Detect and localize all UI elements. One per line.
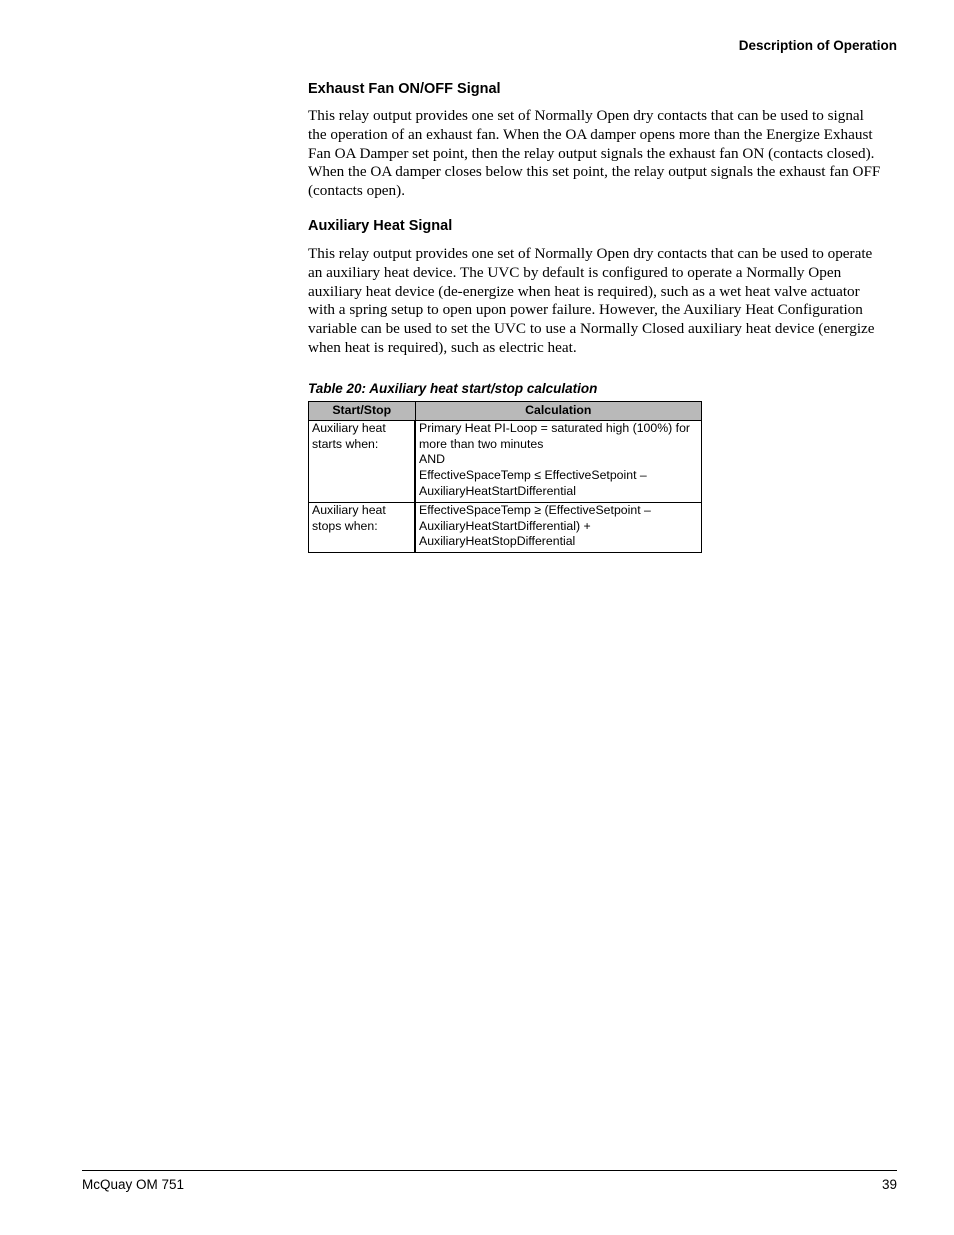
text-line: an auxiliary heat device. The UVC by default is configured to operate a Normally Open [308,263,842,281]
text-line: auxiliary heat device (de-energize when heat is required), such as a wet heat valve actuator [308,282,860,300]
table-cell-condition [309,502,416,552]
text-line: the operation of an exhaust fan. When the OA damper opens more than the Energize Exhaust [308,125,873,143]
text-line: This relay output provides one set of Normally Open dry contacts that can be used to signal [308,107,864,124]
section-heading-exhaust-fan: Exhaust Fan ON/OFF Signal [308,81,501,97]
running-header-title: Description of Operation [738,38,897,53]
footer-divider [82,1170,897,1171]
auxiliary-heat-table [308,401,702,553]
cell-line: AuxiliaryHeatStartDifferential) + [419,518,591,533]
footer-document-title: McQuay OM 751 [82,1177,185,1192]
footer-page-number: 39 [881,1177,897,1192]
cell-line: Auxiliary heat [312,502,386,517]
cell-line: AuxiliaryHeatStartDifferential [419,483,576,498]
table-cell-calculation [415,502,702,552]
cell-line: AND [419,452,445,467]
text-line: when heat is required), such as electric heat. [308,338,577,356]
text-line: Fan OA Damper set point, then the relay output signals the exhaust fan ON (contacts closed). [308,144,875,162]
cell-line: Primary Heat PI-Loop = saturated high (100%) for [419,420,691,435]
text-line: This relay output provides one set of Normally Open dry contacts that can be used to operate [308,244,873,262]
cell-line: stops when: [312,518,378,533]
text-line: variable can be used to set the UVC to use a Normally Closed auxiliary heat device (energize [308,320,875,338]
text-line: with a spring setup to open upon power failure. However, the Auxiliary Heat Configuration [308,301,863,319]
page-content [308,80,898,553]
section-heading-auxiliary-heat: Auxiliary Heat Signal [308,217,453,234]
text-line: (contacts open). [308,182,405,200]
cell-line: EffectiveSpaceTemp ≤ EffectiveSetpoint – [419,468,647,483]
cell-line: more than two minutes [419,436,544,451]
table-row [309,420,702,502]
paragraph-exhaust-fan [308,107,898,201]
table-cell-calculation [415,420,702,502]
cell-line: AuxiliaryHeatStopDifferential [419,534,576,549]
text-line: When the OA damper closes below this set point, the relay output signals the exhaust fan OFF [308,163,881,181]
cell-line: starts when: [312,436,379,451]
table-caption: Table 20: Auxiliary heat start/stop calculation [308,380,598,396]
table-cell-condition [309,420,416,502]
table-header-row [309,401,702,420]
table-row [309,502,702,552]
paragraph-auxiliary-heat [308,245,898,358]
column-header-calculation: Calculation [415,401,702,420]
cell-line: EffectiveSpaceTemp ≥ (EffectiveSetpoint – [419,502,651,517]
cell-line: Auxiliary heat [312,420,386,435]
column-header-start-stop: Start/Stop [309,401,416,420]
